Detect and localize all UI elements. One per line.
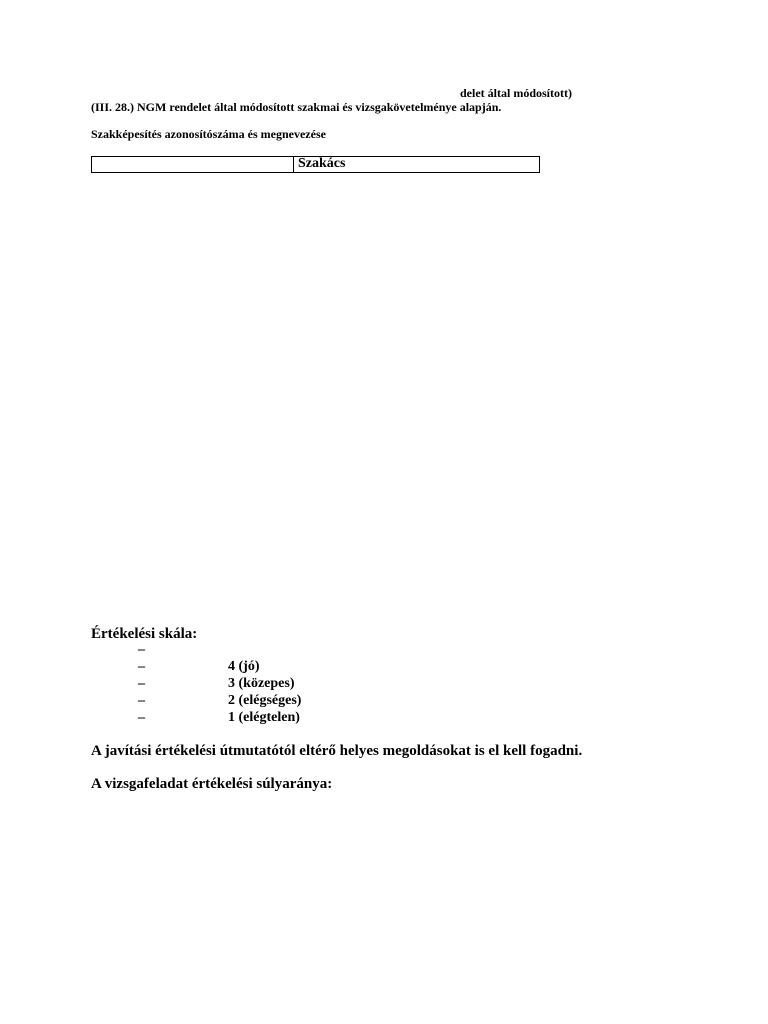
qualification-table	[91, 156, 540, 173]
header-line-1: delet által módosított)	[460, 86, 572, 100]
qualification-label: Szakképesítés azonosítószáma és megnevezése	[91, 127, 326, 141]
scale-grade: 2 (elégséges)	[228, 693, 302, 708]
scale-dash: –	[138, 642, 145, 657]
qualification-name-cell	[294, 157, 539, 172]
header-line-2: (III. 28.) NGM rendelet által módosított szakmai és vizsgakövetelménye alapján.	[91, 100, 502, 114]
scale-grade: 4 (jó)	[228, 659, 260, 674]
qualification-code-cell	[92, 157, 294, 172]
scale-dash: –	[138, 710, 145, 725]
scale-grade: 1 (elégtelen)	[228, 710, 300, 725]
accept-note: A javítási értékelési útmutatótól eltérő helyes megoldásokat is el kell fogadni.	[91, 743, 583, 759]
scale-grade: 3 (közepes)	[228, 676, 295, 691]
qualification-name: Szakács	[298, 156, 346, 171]
scale-dash: –	[138, 693, 145, 708]
scale-title: Értékelési skála:	[91, 626, 198, 642]
weight-note: A vizsgafeladat értékelési súlyaránya:	[91, 776, 333, 792]
scale-dash: –	[138, 676, 145, 691]
scale-dash: –	[138, 659, 145, 674]
